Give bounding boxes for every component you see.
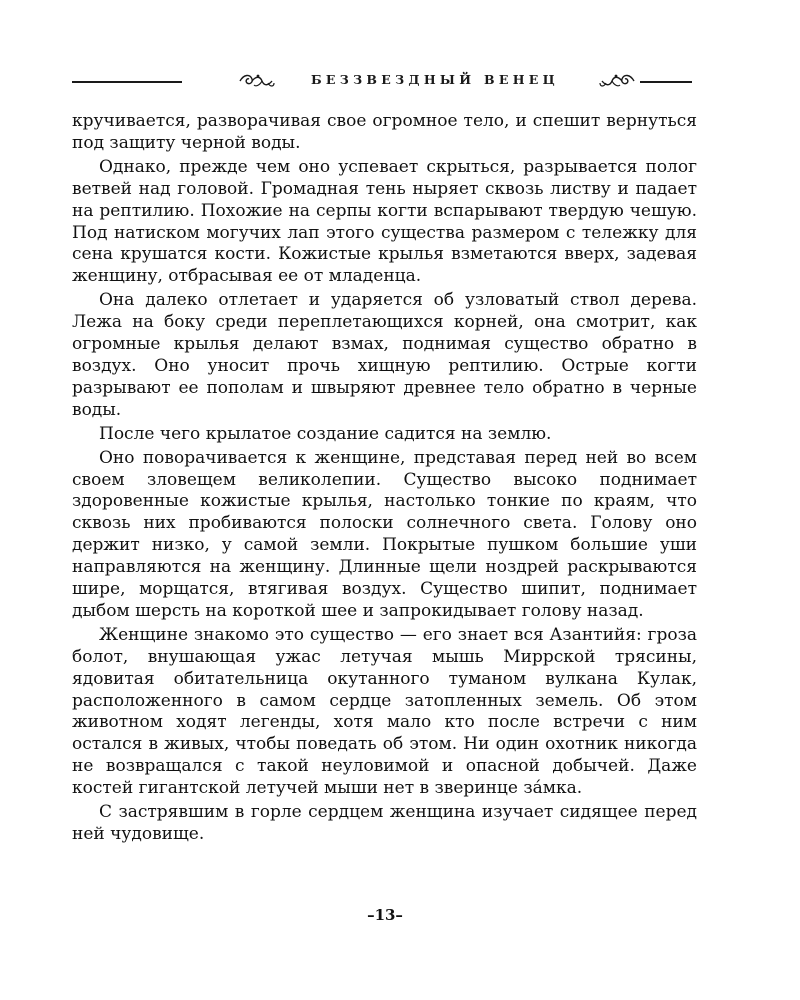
page-number: –13– [367, 906, 403, 924]
paragraph: Женщине знакомо это существо — его знает вся Азантийя: гроза болот, внушающая ужас летучая мышь Миррской трясины, ядовитая обитательница окутанного туманом вулкана Кулак, расположенного в самом сердце затопленных земель. Об этом животном ходят легенды, хотя мало кто после встречи с ним остался в живых, чтобы поведать об этом. Ни один охотник никогда не возвращался с такой неуловимой и опасной добычей. Даже костей гигантской летучей мыши нет в зверинце за́мка. [72, 624, 697, 799]
body-text [72, 111, 697, 846]
flourish-ornament-icon [598, 70, 636, 92]
paragraph: Она далеко отлетает и ударяется об узловатый ствол дерева. Лежа на боку среди переплетающихся корней, она смотрит, как огромные крылья делают взмах, поднимая существо обратно в воздух. Оно уносит прочь хищную рептилию. Острые когти разрывают ее пополам и швыряют древнее тело обратно в черные воды. [72, 290, 697, 420]
paragraph: Оно поворачивается к женщине, представая перед ней во всем своем зловещем великолепии. Существо высоко поднимает здоровенные кожистые крылья, настолько тонкие по краям, что сквозь них пробиваются полоски солнечного света. Голову оно держит низко, у самой земли. Покрытые пушком большие уши направляются на женщину. Длинные щели ноздрей раскрываются шире, морщатся, втягивая воздух. Существо шипит, поднимает дыбом шерсть на короткой шее и запрокидывает голову назад. [72, 447, 697, 621]
paragraph: Однако, прежде чем оно успевает скрыться, разрывается полог ветвей над головой. Громадная тень ныряет сквозь листву и падает на рептилию. Похожие на серпы когти вспарывают твердую чешую. Под натиском могучих лап этого существа размером с тележку для сена крушатся кости. Кожистые крылья взметаются вверх, задевая женщину, отбрасывая ее от младенца. [72, 156, 697, 287]
paragraph: кручивается, разворачивая свое огромное тело, и спешит вернуться под защиту черной воды. [72, 111, 697, 153]
flourish-ornament-icon [238, 70, 276, 92]
paragraph: С застрявшим в горле сердцем женщина изучает сидящее перед ней чудовище. [72, 802, 697, 844]
header-rule-left [72, 81, 182, 83]
running-header [72, 62, 692, 98]
paragraph: После чего крылатое создание садится на землю. [99, 423, 552, 444]
header-rule-right [640, 81, 692, 83]
running-title: БЕЗЗВЕЗДНЫЙ ВЕНЕЦ [310, 72, 560, 87]
